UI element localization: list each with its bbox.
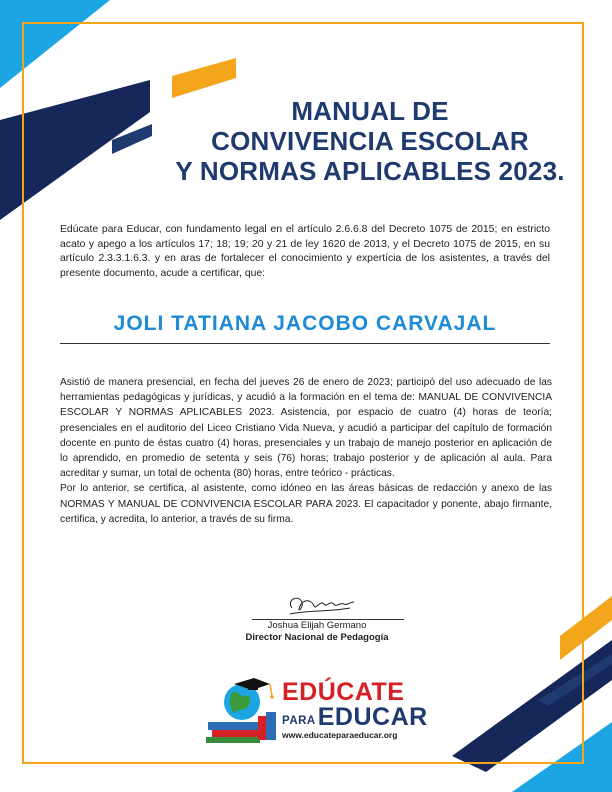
title-line-2: CONVIVENCIA ESCOLAR: [211, 126, 529, 156]
logo-line-1: EDÚCATE: [282, 678, 405, 706]
title-line-1: MANUAL DE: [291, 96, 449, 126]
intro-paragraph: Edúcate para Educar, con fundamento legal en el artículo 2.6.6.8 del Decreto 1075 de 2015; en estricto acato y apego a los artículos 17; 18; 19; 20 y 21 de ley 1620 de 2013, y el Decreto 1075 de 2015, en su artículo 2.3.3.1.6.3. y en aras de fortalecer el conocimiento y expertícia de los asistentes, a través del presente documento, acude a certificar, que:: [60, 224, 550, 279]
body-paragraph-1: Asistió de manera presencial, en fecha del jueves 26 de enero de 2023; participó del uso adecuado de las herramientas pedagógicas y jurídicas, y acudió a la formación en el tema de: MANUAL DE CONVIVENCIA ESCOLAR Y NORMAS APLICABLES 2023. Asistencia, por espacio de cuatro (4) horas de teoría; presenciales en el auditorio del Liceo Cristiano Vida Nueva, y acudió a participar del capítulo de formación docente en punto de éstas cuatro (4) horas, presenciales y un trabajo de manejo posterior en aplicación de lo aprendido, en promedio de setenta y seis (76) horas; trabajo posterior y de aplicación al aula. Para acreditar y sumar, un total de ochenta (80) horas, entre teórico - prácticas.: [60, 377, 552, 480]
recipient-underline: [60, 343, 550, 344]
logo-url: www.educateparaeducar.org: [282, 730, 398, 740]
recipient-name: JOLI TATIANA JACOBO CARVAJAL: [113, 312, 497, 335]
body-paragraph-2: Por lo anterior, se certifica, al asistente, como idóneo en las áreas básicas de redacción y anexo de las NORMAS Y MANUAL DE CONVIVENCIA ESCOLAR PARA 2023. El capacitador y ponente, abajo firmante, certifica, y acredita, lo anterior, a través de su firma.: [60, 483, 552, 525]
logo-para: PARA: [282, 715, 316, 727]
title-line-3: Y NORMAS APLICABLES 2023.: [175, 156, 565, 186]
logo-globe-books-icon: [204, 672, 284, 744]
certificate-title: [150, 96, 590, 186]
signer-name: Joshua Elijah Germano: [267, 620, 367, 631]
logo: [282, 680, 428, 740]
certificate-body: [60, 375, 552, 527]
logo-line-2: EDUCAR: [317, 703, 428, 731]
signer-role: Director Nacional de Pedagogía: [245, 632, 389, 643]
